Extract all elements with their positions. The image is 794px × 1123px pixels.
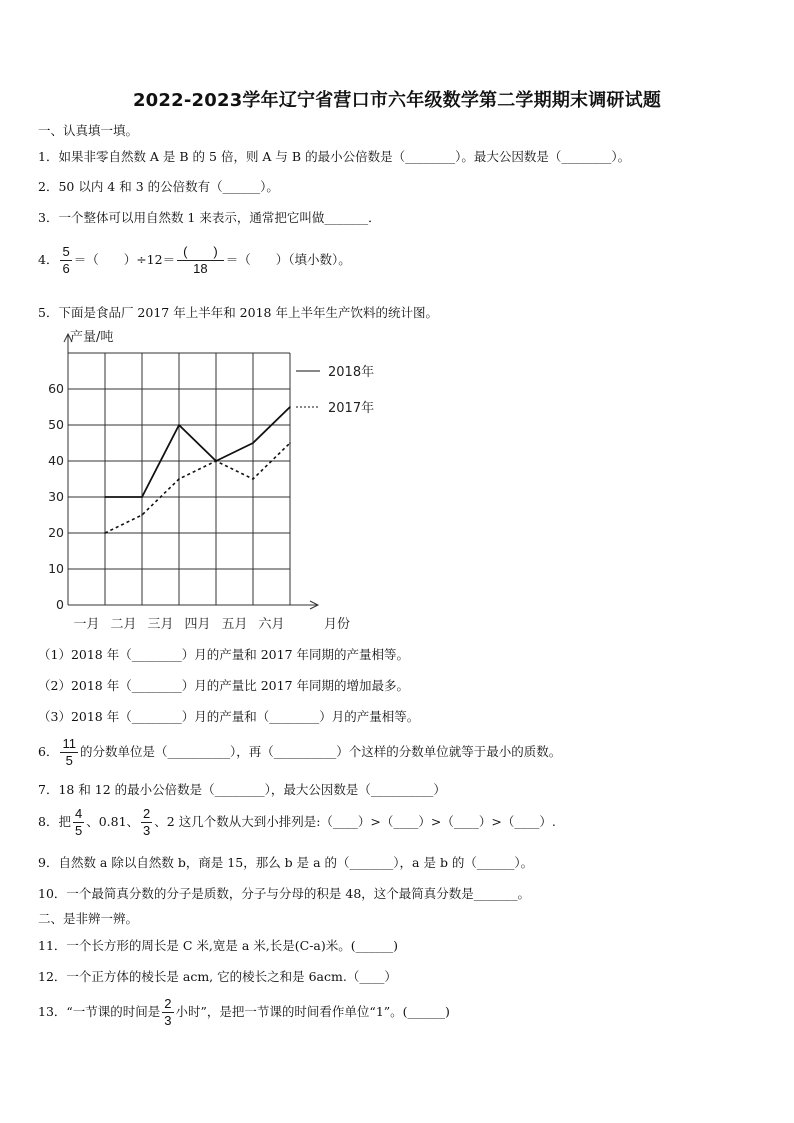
q8-f2-denominator: 3 bbox=[143, 823, 151, 838]
q4-fraction-2 bbox=[177, 244, 224, 277]
q13-denominator: 3 bbox=[164, 1013, 172, 1028]
question-6 bbox=[38, 736, 561, 769]
q8-prefix: 8．把 bbox=[38, 814, 71, 829]
x-tick-label: 三月 bbox=[147, 617, 174, 632]
x-tick-label: 四月 bbox=[184, 617, 211, 632]
series-line-2018年 bbox=[105, 407, 290, 497]
y-axis-label: 产量/吨 bbox=[70, 330, 114, 345]
x-tick-label: 一月 bbox=[73, 617, 100, 632]
legend-label: 2017年 bbox=[328, 401, 375, 416]
q4-f2-numerator: ( ) bbox=[177, 244, 224, 261]
q13-numerator: 2 bbox=[164, 996, 172, 1011]
q8-middle: 、0.81、 bbox=[86, 814, 140, 829]
question-5: 5．下面是食品厂 2017 年上半年和 2018 年上半年生产饮料的统计图。 bbox=[38, 305, 438, 320]
series-point bbox=[215, 460, 217, 462]
q13-fraction bbox=[162, 996, 173, 1029]
q8-suffix: 、2 这几个数从大到小排列是:（____）>（____）>（____）>（____）. bbox=[154, 814, 556, 829]
series-point bbox=[252, 478, 254, 480]
y-tick-label: 40 bbox=[48, 453, 64, 468]
x-tick-label: 六月 bbox=[258, 617, 285, 632]
q13-prefix: 13．“一节课的时间是 bbox=[38, 1004, 161, 1019]
y-tick-label: 0 bbox=[56, 597, 64, 612]
page-title: 2022-2023学年辽宁省营口市六年级数学第二学期期末调研试题 bbox=[132, 90, 662, 111]
q6-fraction bbox=[60, 736, 78, 769]
line-chart bbox=[30, 322, 410, 642]
question-13 bbox=[38, 996, 450, 1029]
x-tick-label: 二月 bbox=[110, 617, 137, 632]
series-point bbox=[252, 442, 254, 444]
question-5-1: （1）2018 年（________）月的产量和 2017 年同期的产量相等。 bbox=[38, 647, 409, 662]
q4-middle: ＝（ ）÷12＝ bbox=[73, 252, 176, 267]
y-tick-label: 30 bbox=[48, 489, 64, 504]
q8-f2-numerator: 2 bbox=[143, 806, 151, 821]
chart-legend bbox=[296, 364, 374, 416]
question-7: 7．18 和 12 的最小公倍数是（________），最大公因数是（__________） bbox=[38, 782, 446, 797]
q8-f1-denominator: 5 bbox=[74, 823, 83, 838]
series-point bbox=[178, 478, 180, 480]
series-point bbox=[104, 532, 106, 534]
q6-suffix: 的分数单位是（__________），再（__________）个这样的分数单位就等于最小的质数。 bbox=[79, 744, 562, 759]
question-8 bbox=[38, 806, 556, 839]
series-line-2017年 bbox=[105, 443, 290, 533]
q6-denominator: 5 bbox=[65, 753, 73, 768]
y-tick-label: 10 bbox=[48, 561, 64, 576]
q4-suffix: ＝（ ）（填小数）。 bbox=[225, 252, 351, 267]
q8-f1-numerator: 4 bbox=[74, 806, 83, 821]
q8-fraction-2 bbox=[141, 806, 152, 839]
q4-prefix: 4． bbox=[38, 252, 59, 267]
question-1: 1．如果非零自然数 A 是 B 的 5 倍，则 A 与 B 的最小公倍数是（________）。最大公因数是（________）。 bbox=[38, 149, 631, 164]
q4-f1-denominator: 6 bbox=[62, 261, 70, 276]
q13-suffix: 小时”，是把一节课的时间看作单位“1”。(______) bbox=[175, 1004, 450, 1019]
y-tick-label: 20 bbox=[48, 525, 64, 540]
legend-label: 2018年 bbox=[328, 365, 375, 380]
question-3: 3．一个整体可以用自然数 1 来表示，通常把它叫做_______． bbox=[38, 210, 381, 225]
x-tick-label: 五月 bbox=[221, 617, 248, 632]
question-4 bbox=[38, 244, 351, 277]
series-point bbox=[141, 514, 143, 516]
series-point bbox=[289, 406, 291, 408]
question-12: 12．一个正方体的棱长是 acm, 它的棱长之和是 6acm.（____） bbox=[38, 969, 397, 984]
series-point bbox=[104, 496, 106, 498]
x-axis-label: 月份 bbox=[324, 617, 351, 632]
section-heading-fill: 一、认真填一填。 bbox=[38, 123, 139, 138]
question-5-2: （2）2018 年（________）月的产量比 2017 年同期的增加最多。 bbox=[38, 678, 409, 693]
question-5-3: （3）2018 年（________）月的产量和（________）月的产量相等。 bbox=[38, 709, 420, 724]
q8-fraction-1 bbox=[73, 806, 84, 839]
series-point bbox=[178, 424, 180, 426]
q6-prefix: 6． bbox=[38, 744, 59, 759]
y-tick-label: 50 bbox=[48, 417, 64, 432]
x-tick-labels bbox=[73, 617, 284, 632]
question-2: 2．50 以内 4 和 3 的公倍数有（______）。 bbox=[38, 179, 279, 194]
y-tick-label: 60 bbox=[48, 381, 64, 396]
q6-numerator: 11 bbox=[62, 736, 76, 751]
chart-axes bbox=[64, 334, 318, 609]
y-tick-labels bbox=[48, 381, 64, 612]
question-9: 9．自然数 a 除以自然数 b，商是 15，那么 b 是 a 的（_______），a 是 b 的（______）。 bbox=[38, 855, 534, 870]
section-heading-judge: 二、是非辨一辨。 bbox=[38, 911, 139, 926]
q4-f1-numerator: 5 bbox=[62, 244, 70, 259]
series-point bbox=[141, 496, 143, 498]
series-point bbox=[289, 442, 291, 444]
q4-fraction-1 bbox=[60, 244, 71, 277]
question-11: 11．一个长方形的周长是 C 米,宽是 a 米,长是(C-a)米。(______) bbox=[38, 938, 399, 953]
q4-f2-denominator: 18 bbox=[193, 261, 208, 276]
question-10: 10．一个最简真分数的分子是质数，分子与分母的积是 48，这个最简真分数是_______。 bbox=[38, 886, 531, 901]
